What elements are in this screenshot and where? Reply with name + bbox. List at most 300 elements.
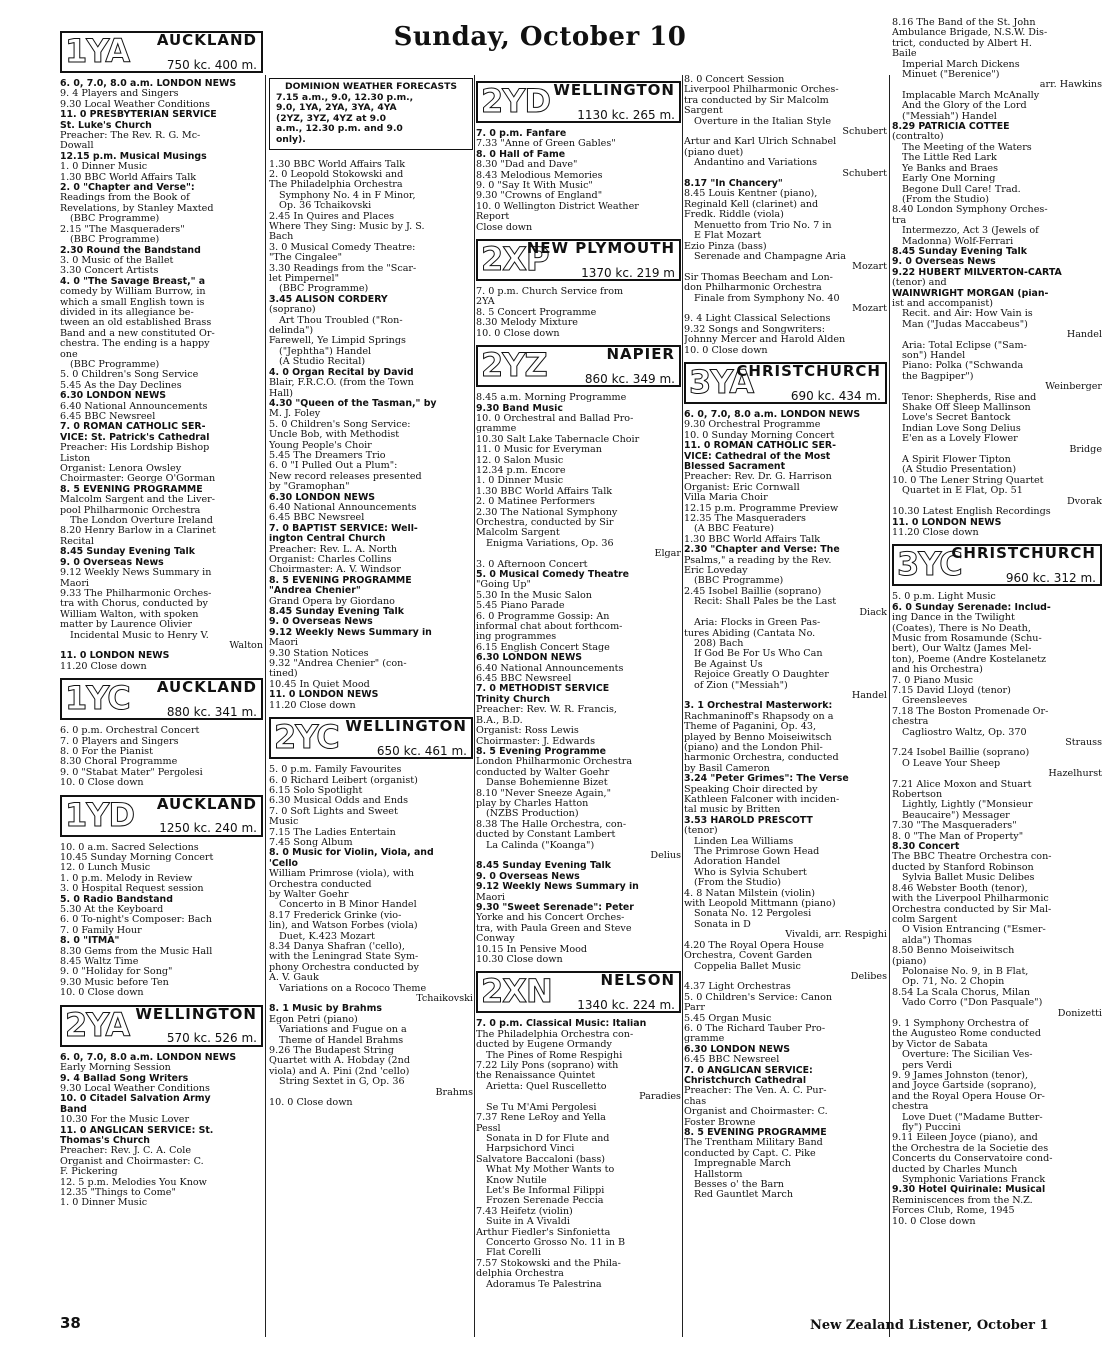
listing-line: chestra [892, 717, 929, 728]
listing-line: 7. 0 Family Hour [60, 925, 142, 936]
listing-line: 8.43 Melodious Memories [476, 170, 603, 181]
listing-line: 6.30 LONDON NEWS [60, 391, 167, 402]
listing-line: 9.30 Orchestral Programme [684, 420, 821, 431]
listing-line: 6.30 LONDON NEWS [476, 653, 583, 664]
listing-line: 6.15 English Concert Stage [476, 642, 610, 653]
station-call-sign: 1YC [65, 679, 130, 718]
listing-line: Know Nutile [486, 1175, 547, 1186]
listing-line: 9. 4 Light Classical Selections [684, 314, 831, 325]
listing-line: Rejoice Greatly O Daughter [694, 670, 829, 681]
station-header [476, 971, 681, 1013]
listing-line: 11. 0 LONDON NEWS [892, 517, 1002, 528]
listing-line: 7.21 Alice Moxon and Stuart [892, 779, 1032, 790]
listing-line: delphia Orchestra [476, 1269, 564, 1280]
listing-line: by "Gramophan" [269, 482, 350, 493]
listing-line: the Augusteo Rome conducted [892, 1029, 1041, 1040]
listing-line: 11. 0 ANGLICAN SERVICE: St. [60, 1125, 214, 1136]
listing-line: Flat Corelli [486, 1248, 541, 1259]
listing-line: Minuet ("Berenice") [902, 70, 1000, 81]
listing-line: informal chat about forthcom- [476, 622, 623, 633]
listing-line: Linden Lea Williams [694, 836, 794, 847]
listing-line: Handel [1066, 330, 1102, 341]
station-frequency: 1340 kc. 224 m. [577, 998, 675, 1013]
listing-line: String Sextet in G, Op. 36 [279, 1077, 405, 1088]
listing-line: WAINWRIGHT MORGAN (pian- [892, 288, 1049, 299]
listing-line: William Primrose (viola), with [269, 869, 415, 880]
listing-line: La Calinda ("Koanga") [486, 840, 595, 851]
listing-line: 10. 0 Sunday Morning Concert [684, 430, 835, 441]
listing-line: Op. 36 Tchaikovski [279, 201, 372, 212]
listing-line: tra with Chorus, conducted by [60, 599, 208, 610]
listing-line: Coppelia Ballet Music [694, 961, 801, 972]
listing-line: 6. 0 Programme Gossip: An [476, 611, 610, 622]
listing-line: 5.45 Organ Music [684, 1013, 772, 1024]
listing-line: Implacable March McAnally [902, 90, 1040, 101]
listing-line: Brahms [435, 1087, 473, 1098]
listing-line: 8.17 Frederick Grinke (vio- [269, 910, 402, 921]
listing-line: 7.24 Isobel Baillie (soprano) [892, 748, 1030, 759]
listing-line: Sonata in D for Flute and [486, 1133, 610, 1144]
listing-line: Pessl [476, 1123, 501, 1134]
listing-line: 1.30 BBC World Affairs Talk [269, 159, 406, 170]
listing-line: Elgar [654, 549, 681, 560]
listing-line: M. J. Foley [269, 409, 321, 420]
listing-line: 2YA [476, 297, 495, 308]
listing-line: Adoration Handel [694, 857, 781, 868]
listing-line: 10. 0 Citadel Salvation Army [60, 1094, 211, 1105]
listing-line: What My Mother Wants to [486, 1165, 615, 1176]
listing-line: Preacher: Rev. J. C. A. Cole [60, 1146, 192, 1157]
listing-line: 2.30 "Chapter and Verse: The [684, 545, 840, 556]
listing-line: 8.30 Melody Mixture [476, 318, 578, 329]
listing-line: 8.45 Sunday Evening Talk [476, 861, 611, 872]
listing-line: Quartet with A. Hobday (2nd [269, 1056, 410, 1067]
listing-line: 10. 0 Close down [892, 1216, 976, 1227]
listing-line: 8.10 "Never Sneeze Again," [476, 788, 612, 799]
listing-line: 9.30 Station Notices [269, 648, 369, 659]
listing-line: 8.45 Sunday Evening Talk [269, 607, 404, 618]
listing-line: the Renaissance Quintet [476, 1071, 596, 1082]
listing-line: B.A., B.D. [476, 715, 523, 726]
listing-line: 8. 0 Music for Violin, Viola, and [269, 848, 434, 859]
listing-line: by Basil Cameron [684, 763, 770, 774]
station-header [476, 81, 681, 123]
station-frequency: 750 kc. 400 m. [166, 57, 257, 72]
listing-line: F. Pickering [60, 1167, 118, 1178]
listing-line: 6.40 National Announcements [476, 663, 624, 674]
listing-line: Choirmaster: George O'Gorman [60, 474, 216, 485]
listing-line: Grand Opera by Giordano [269, 596, 395, 607]
listing-line: Greensleeves [902, 696, 968, 707]
listing-line: 5. 0 Children's Song Service: [269, 419, 411, 430]
listing-line: Christchurch Cathedral [684, 1075, 807, 1086]
listing-line: Madonna) Wolf-Ferrari [902, 236, 1014, 247]
listing-line: Johnny Mercer and Harold Alden [684, 335, 846, 346]
listing-line: and the Royal Opera House Or- [892, 1091, 1045, 1102]
listing-line: Tenor: Shepherds, Rise and [902, 392, 1037, 403]
listing-line: Band [60, 1104, 87, 1115]
listing-line: phony Orchestra conducted by [269, 962, 419, 973]
listing-line: 9.33 The Philharmonic Orches- [60, 588, 212, 599]
listing-line: Delibes [850, 971, 887, 982]
listing-line: 4. 0 "The Savage Breast," a [60, 276, 206, 287]
listing-line: Mozart [852, 303, 887, 314]
listing-line: Se Tu M'Ami Pergolesi [486, 1102, 597, 1113]
listing-line: 11. 0 LONDON NEWS [269, 690, 379, 701]
listing-line: Malcolm Sargent [476, 528, 560, 539]
listing-line: Liverpool Philharmonic Orches- [684, 85, 839, 96]
listing-line: Be Against Us [694, 659, 763, 670]
listing-line: Maori [60, 578, 89, 589]
listing-line: 5.30 In the Music Salon [476, 590, 592, 601]
station-header [60, 31, 263, 73]
weather-line: a.m., 12.30 p.m. and 9.0 [276, 123, 403, 135]
listing-line: Who is Sylvia Schubert [694, 867, 807, 878]
listing-line: Aria: Total Eclipse ("Sam- [902, 340, 1027, 351]
listing-line: The Meeting of the Waters [902, 142, 1032, 153]
listing-line: 8.38 The Halle Orchestra, con- [476, 819, 627, 830]
listing-line: Band and a new constituted Or- [60, 328, 215, 339]
listing-line: Impregnable March [694, 1159, 791, 1170]
listing-line: Music [269, 817, 299, 828]
listing-line: Blair, F.R.C.O. (from the Town [269, 378, 414, 389]
listing-line: Quartet in E Flat, Op. 51 [902, 486, 1023, 497]
station-frequency: 1370 kc. 219 m [581, 265, 675, 280]
listing-line: Maori [476, 892, 505, 903]
column-2 [269, 78, 473, 1346]
listing-line: 8.16 The Band of the St. John [892, 18, 1036, 28]
listing-line: Love Duet ("Madame Butter- [902, 1112, 1043, 1123]
listing-line: Uncle Bob, with Methodist [269, 430, 400, 441]
station-call-sign: 2XP [481, 240, 549, 279]
listing-line: delinda") [269, 326, 314, 337]
listing-line: with the Liverpool Philharmonic [892, 894, 1049, 905]
listing-line: 1. 0 p.m. Melody in Review [60, 873, 193, 884]
listing-line: tra conducted by Sir Malcolm [684, 95, 829, 106]
listing-line: 6. 0, 7.0, 8.0 a.m. LONDON NEWS [60, 79, 237, 89]
listing-line: Delius [650, 850, 681, 861]
listing-line: Piano: Polka ("Schwanda [902, 361, 1024, 372]
listing-line: 10.30 Salt Lake Tabernacle Choir [476, 434, 640, 445]
listing-line: 9.30 "Sweet Serenade": Peter [476, 903, 634, 913]
listing-line: The BBC Theatre Orchestra con- [892, 852, 1052, 863]
listing-line: the Bagpiper") [902, 371, 974, 382]
listing-line: Cagliostro Waltz, Op. 370 [902, 727, 1027, 738]
station-city: AUCKLAND [156, 678, 257, 697]
station-call-sign: 2YD [481, 82, 550, 120]
listing-line: let Pimpernel" [269, 274, 340, 285]
column-divider [682, 75, 683, 1337]
listing-line: Frozen Serenade Peccia [486, 1196, 604, 1207]
listing-line: Concerts du Conservatoire cond- [892, 1154, 1053, 1165]
listing-line: Ezio Pinza (bass) [684, 241, 767, 252]
listing-line: O Leave Your Sheep [902, 758, 1001, 769]
listing-line: 6.30 LONDON NEWS [269, 492, 376, 503]
listing-line: 8.40 London Symphony Orches- [892, 205, 1048, 216]
station-frequency: 1130 kc. 265 m. [577, 107, 675, 122]
listing-line: 9.12 Weekly News Summary in [269, 627, 432, 638]
listing-line: Recital [60, 536, 94, 547]
listing-line: Red Gauntlet March [694, 1190, 794, 1201]
listing-line: ton), Poeme (Andre Kostelanetz [892, 654, 1046, 665]
listing-line: 9.11 Eileen Joyce (piano), and [892, 1133, 1038, 1144]
listing-line: 7. 0 METHODIST SERVICE [476, 684, 610, 695]
listing-line: 6.45 BBC Newsreel [684, 1055, 780, 1066]
listing-line: 5.45 The Dreamers Trio [269, 450, 386, 461]
weather-title: DOMINION WEATHER FORECASTS [285, 81, 457, 92]
listing-line: Sylvia Ballet Music Delibes [902, 873, 1035, 884]
listing-line: (piano) [892, 956, 927, 967]
listing-line: Choirmaster: A. V. Windsor [269, 565, 401, 576]
listing-line: the Orchestra de la Societie des [892, 1143, 1049, 1154]
listing-line: The Little Red Lark [902, 153, 997, 164]
column-1 [60, 25, 263, 1310]
listing-line: 10.30 Close down [476, 955, 563, 966]
listing-line: 4. 0 Organ Recital by David [269, 367, 414, 378]
listing-line: Music from Rosamunde (Schu- [892, 633, 1042, 644]
listing-line: with the Leningrad State Sym- [269, 952, 419, 963]
station-frequency: 880 kc. 341 m. [166, 704, 257, 719]
station-city: NELSON [600, 971, 675, 990]
listing-line: 9. 0 Overseas News [60, 557, 164, 568]
listing-line: 8. 0 "The Man of Property" [892, 831, 1024, 842]
station-call-sign: 3YA [689, 362, 754, 401]
listing-line: 9. 0 "Say It With Music" [476, 181, 593, 192]
listing-line: Shake Off Sleep Mallinson [902, 403, 1031, 414]
listing-line: chestra [892, 1102, 929, 1113]
listing-line: matter by Laurence Olivier [60, 620, 193, 631]
listing-line: played by Benno Moiseiwitsch [684, 732, 832, 743]
column-3 [476, 75, 681, 1343]
listing-line: 8. 5 EVENING PROGRAMME [684, 1128, 827, 1138]
listing-line: harmonic Orchestra, conducted [684, 753, 839, 764]
listing-line: Adoramus Te Palestrina [486, 1279, 602, 1290]
listing-line: 6. 0 Richard Leibert (organist) [269, 775, 418, 786]
listing-line: Duet, K.423 Mozart [279, 931, 375, 942]
listing-line: (Coates), There is No Death, [892, 623, 1031, 634]
listing-line: 7. 0 p.m. Church Service from [476, 287, 624, 298]
listing-line: 8.45 Louis Kentner (piano), [684, 189, 818, 200]
listing-line: pers Verdi [902, 1060, 952, 1071]
listing-line: Young People's Choir [269, 440, 372, 451]
listing-line: 7. 0 p.m. Fanfare [476, 129, 567, 139]
listing-line: Recit: Shall Pales be the Last [694, 597, 837, 608]
listing-line: Let's Be Informal Filippi [486, 1185, 605, 1196]
listing-line: tures Abiding (Cantata No. [684, 628, 816, 639]
listing-line: with Leopold Mittmann (piano) [684, 899, 836, 910]
listing-line: 8.20 Henry Barlow in a Clarinet [60, 526, 216, 537]
listing-line: Op. 71, No. 2 Chopin [902, 977, 1005, 988]
listing-line: St. Luke's Church [60, 120, 152, 131]
listing-line: Orchestra, conducted by Sir [476, 517, 614, 528]
listing-line: Indian Love Song Delius [902, 423, 1021, 434]
listing-line: Symphony No. 4 in F Minor, [279, 190, 416, 201]
listing-line: ducted by Charles Munch [892, 1164, 1018, 1175]
listing-line: 10. 0 Orchestral and Ballad Pro- [476, 413, 634, 424]
listing-line: 12. 0 Lunch Music [60, 863, 151, 874]
listing-line: tal music by Britten [684, 805, 781, 816]
listing-line: 1.30 BBC World Affairs Talk [60, 172, 197, 183]
listing-line: 8.30 Concert [892, 842, 960, 853]
listing-line: E'en as a Lovely Flower [902, 434, 1018, 445]
listing-line: Sargent [684, 106, 723, 117]
publication-footer: New Zealand Listener, October 1 [810, 1318, 1049, 1333]
listing-line: (BBC Programme) [694, 576, 784, 587]
station-city: CHRISTCHURCH [736, 361, 881, 380]
listing-line: 1. 0 Dinner Music [60, 162, 148, 173]
listing-line: 8.30 Choral Programme [60, 757, 178, 768]
listing-line: arr. Hawkins [1039, 80, 1102, 91]
listing-line: 9. 9 James Johnston (tenor), [892, 1071, 1029, 1081]
listing-line: Andantino and Variations [694, 158, 818, 169]
listing-line: 9.32 Songs and Songwriters: [684, 324, 825, 335]
listing-line: Walton [229, 640, 263, 651]
listing-line: 7.18 The Boston Promenade Or- [892, 706, 1049, 717]
listing-line: 9.30 Music before Ten [60, 977, 169, 988]
listing-line: Revelations, by Stanley Maxted [60, 203, 214, 214]
listing-line: 6.15 Solo Spotlight [269, 785, 363, 796]
listing-line: Early One Morning [902, 174, 996, 185]
listing-line: Tchaikovski [416, 994, 473, 1005]
listing-line: Besses o' the Barn [694, 1180, 784, 1191]
listing-line: 7.15 The Ladies Entertain [269, 827, 396, 838]
listing-line: 8.34 Danya Shafran ('cello), [269, 942, 405, 952]
listing-line: 9. 0 "Holiday for Song" [60, 967, 173, 978]
listing-line: Bridge [1069, 444, 1102, 455]
listing-line: Schubert [842, 127, 887, 138]
listing-line: of Zion ("Messiah") [694, 680, 788, 691]
listing-line: Close down [476, 222, 533, 233]
listing-line: Speaking Choir directed by [684, 784, 818, 795]
listing-line: Parr [684, 1003, 705, 1014]
listing-line: don Philharmonic Orchestra [684, 283, 822, 294]
listing-line: 5. 0 Children's Song Service [60, 370, 199, 381]
listing-line: 10. 0 Close down [60, 778, 144, 789]
listing-line: (A BBC Feature) [694, 524, 774, 535]
listing-line: 9.12 Weekly News Summary in [476, 882, 639, 893]
listing-line: 208) Bach [694, 638, 744, 649]
listing-line: 10. 0 Close down [60, 988, 144, 999]
listing-line: 7.30 "The Masqueraders" [892, 821, 1017, 832]
listing-line: and his Orchestra) [892, 665, 983, 676]
listing-line: Weinberger [1045, 382, 1102, 393]
listing-line: 2. 0 Leopold Stokowski and [269, 169, 404, 180]
listing-line: 8.50 Benno Moiseiwitsch [892, 946, 1015, 957]
listing-line: If God Be For Us Who Can [694, 649, 823, 660]
listing-line: chas [684, 1096, 707, 1107]
listing-line: Organist and Choirmaster: C. [684, 1107, 828, 1118]
listing-line: Preacher: His Lordship Bishop [60, 443, 210, 454]
listing-line: (From the Studio) [694, 878, 782, 889]
listing-line: 6.30 Musical Odds and Ends [269, 796, 409, 807]
listing-line: Diack [859, 607, 887, 618]
station-call-sign: 2YA [65, 1005, 130, 1044]
listing-line: 1. 0 Dinner Music [476, 476, 564, 487]
listing-line: 11. 0 PRESBYTERIAN SERVICE [60, 110, 217, 121]
listing-line: Intermezzo, Act 3 (Jewels of [902, 226, 1039, 237]
listing-line: 8. 0 "ITMA" [60, 936, 120, 947]
listing-line: William Walton, with spoken [60, 609, 199, 620]
listing-line: 8.30 "Dad and Dave" [476, 160, 578, 171]
listing-line: 2.30 Round the Bandstand [60, 245, 201, 256]
station-city: NAPIER [606, 345, 675, 364]
listing-line: 12.34 p.m. Encore [476, 465, 566, 476]
listing-line: conducted by Walter Goehr [476, 767, 610, 778]
listing-line: Theme of Handel Brahms [279, 1035, 404, 1046]
listing-line: 12. 0 Salon Music [476, 455, 564, 466]
station-header [60, 1005, 263, 1047]
listing-line: viola) and A. Pini (2nd 'cello) [269, 1066, 410, 1077]
station-frequency: 860 kc. 349 m. [584, 371, 675, 386]
listing-line: Paradies [639, 1092, 681, 1103]
listing-line: Vado Corro ("Don Pasquale") [902, 998, 1043, 1009]
listing-line: 7.33 "Anne of Green Gables" [476, 139, 616, 150]
listing-line: 3.30 Concert Artists [60, 266, 159, 277]
listing-line: Menuetto from Trio No. 7 in [694, 220, 832, 231]
listing-line: 2.15 "The Masqueraders" [60, 224, 185, 235]
listing-line: 9.30 Local Weather Conditions [60, 99, 210, 110]
listing-line: 7.37 Rene LeRoy and Yella [476, 1113, 606, 1124]
listing-line: tra [892, 215, 907, 226]
listing-line: 1.30 BBC World Affairs Talk [684, 534, 821, 545]
listing-line: Serenade and Champagne Aria [694, 251, 846, 262]
listing-line: Variations on a Rococo Theme [279, 983, 427, 994]
listing-line: Aria: Flocks in Green Pas- [694, 618, 821, 629]
listing-line: bert), Our Waltz (James Mel- [892, 644, 1032, 655]
listing-line: Foster Browne [684, 1117, 756, 1128]
listing-line: Malcolm Sargent and the Liver- [60, 495, 215, 506]
listing-line: The Primrose Gown Head [694, 847, 820, 858]
listing-line: 9. 0 Overseas News [476, 871, 580, 882]
listing-line: Polonaise No. 9, in B Flat, [902, 966, 1029, 977]
listing-line: 10. 0 The Lener String Quartet [892, 475, 1044, 486]
listing-line: 7. 0 BAPTIST SERVICE: Well- [269, 523, 418, 534]
listing-line: Overture: The Sicilian Ves- [902, 1050, 1033, 1061]
listing-line: Sir Thomas Beecham and Lon- [684, 272, 833, 283]
listing-line: 4.20 The Royal Opera House [684, 940, 824, 951]
listing-line: ing Dance in the Twilight [892, 613, 1015, 624]
listing-line: Organist and Choirmaster: C. [60, 1156, 204, 1167]
listing-line: Danse Bohemienne Bizet [486, 778, 608, 789]
listing-line: A Spirit Flower Tipton [902, 455, 1011, 466]
listing-line: 6. 0 "I Pulled Out a Plum": [269, 461, 398, 472]
listing-line: 6. 0, 7.0, 8.0 a.m. LONDON NEWS [684, 409, 861, 420]
listing-line: son") Handel [902, 351, 966, 361]
listing-line: 9.30 Band Music [476, 403, 563, 414]
listing-line: gramme [476, 424, 517, 435]
station-frequency: 960 kc. 312 m. [1005, 570, 1096, 585]
listing-line: 5.30 At the Keyboard [60, 905, 164, 916]
listing-line: Orchestra, Covent Garden [684, 951, 813, 962]
column-5 [892, 18, 1102, 1318]
listing-line: (tenor) [684, 826, 718, 837]
listing-line: (soprano) [269, 305, 316, 316]
listing-line: 9. 0 Overseas News [269, 617, 373, 628]
listing-line: 8.17 "In Chancery" [684, 179, 783, 190]
listing-line: (NZBS Production) [486, 809, 579, 820]
listing-line: Fredk. Riddle (viola) [684, 210, 784, 221]
listing-line: ("Jephtha") Handel [279, 346, 372, 357]
listing-line: The Pines of Rome Respighi [486, 1050, 623, 1061]
listing-line: Organist: Ross Lewis [476, 726, 579, 737]
listing-line: (A Studio Presentation) [902, 465, 1017, 476]
listing-line: Reginald Kell (clarinet) and [684, 199, 819, 210]
listing-line: (contralto) [892, 132, 944, 143]
station-header [60, 795, 263, 837]
station-call-sign: 2YC [274, 718, 339, 757]
listing-line: 12.15 p.m. Programme Preview [684, 503, 839, 514]
listing-line: 9.30 Local Weather Conditions [60, 1083, 210, 1094]
